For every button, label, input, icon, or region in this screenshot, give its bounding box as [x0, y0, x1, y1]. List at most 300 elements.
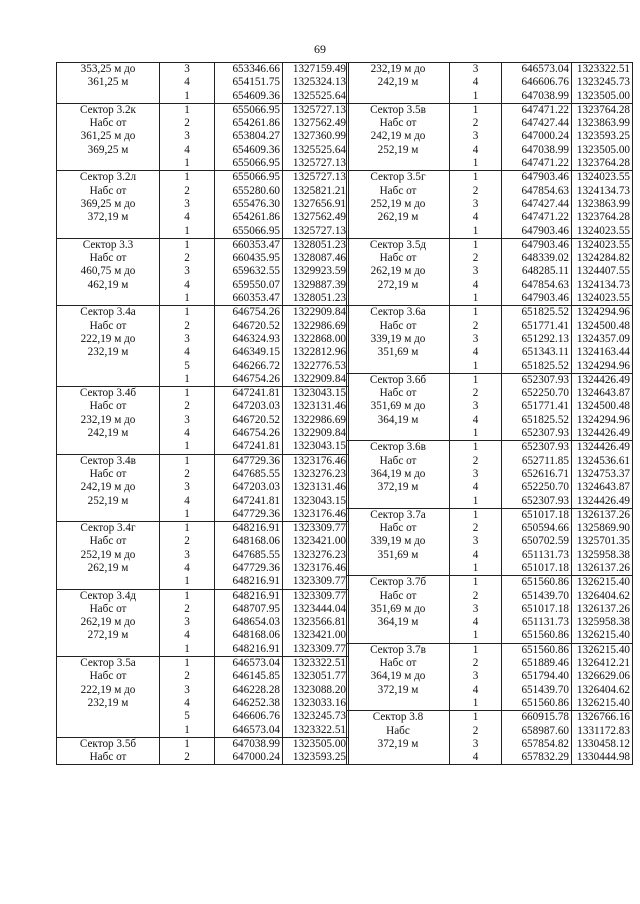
y-coordinate: 1323764.28 — [576, 103, 630, 116]
x-coordinate: 652250.70 — [521, 387, 569, 400]
sector-name-line: 364,19 м — [377, 616, 419, 629]
x-coordinate: 648168.06 — [232, 535, 280, 548]
x-coordinate: 647854.63 — [521, 278, 569, 291]
y-coordinate: 1323322.51 — [292, 723, 346, 736]
sector-name-line: 353,25 м до — [80, 63, 136, 75]
x-coordinate: 647471.22 — [521, 157, 569, 170]
point-number-cell — [450, 441, 502, 508]
sector-name-line: 262,19 м — [377, 211, 419, 224]
y-coordinate-cell — [572, 508, 633, 575]
x-coordinate-cell — [502, 576, 572, 643]
x-coordinate: 647685.55 — [232, 548, 280, 561]
y-coordinate: 1325727.13 — [292, 224, 346, 237]
x-coordinate: 647038.99 — [521, 143, 569, 156]
point-number: 1 — [472, 89, 479, 102]
x-coordinate: 646324.93 — [232, 332, 280, 345]
point-number-cell — [450, 576, 502, 643]
x-coordinate-cell — [215, 387, 283, 454]
point-number: 1 — [472, 696, 479, 709]
x-coordinate: 655066.95 — [232, 224, 280, 237]
point-number: 3 — [184, 265, 190, 278]
point-number: 1 — [472, 359, 479, 372]
point-number: 2 — [184, 602, 190, 615]
sector-name-line: 369,25 м — [87, 143, 129, 156]
y-coordinate: 1323322.51 — [292, 657, 346, 670]
y-coordinate-cell — [572, 171, 633, 238]
x-coordinate: 657854.82 — [521, 737, 569, 750]
x-coordinate: 652250.70 — [521, 481, 569, 494]
sector-name-line: Сектор 3.4г — [80, 522, 136, 535]
point-number: 3 — [472, 265, 479, 278]
y-coordinate: 1323505.00 — [292, 737, 346, 750]
point-number: 1 — [184, 157, 190, 170]
point-number: 3 — [184, 332, 190, 345]
y-coordinate: 1323863.99 — [576, 117, 630, 130]
point-number: 1 — [472, 629, 479, 642]
x-coordinate: 655066.95 — [232, 171, 280, 184]
y-coordinate-cell — [572, 441, 633, 508]
point-number: 3 — [472, 737, 479, 750]
x-coordinate: 651794.40 — [521, 670, 569, 683]
sector-name-line: Набс от — [89, 535, 127, 548]
y-coordinate: 1323245.73 — [292, 710, 346, 723]
point-number-cell — [160, 63, 215, 104]
y-coordinate: 1327562.49 — [292, 117, 346, 130]
point-number: 2 — [184, 319, 190, 332]
sector-name-line: 252,19 м — [377, 143, 419, 156]
sector-name-line: Набс от — [89, 602, 127, 615]
sector-name-cell — [57, 737, 160, 765]
point-number-cell — [450, 643, 502, 710]
sector-name-line: Сектор 3.4б — [79, 387, 137, 400]
y-coordinate: 1325727.13 — [292, 171, 346, 184]
sector-name-line: 339,19 м до — [370, 332, 426, 345]
point-number: 2 — [472, 589, 479, 602]
x-coordinate: 647000.24 — [232, 751, 280, 764]
sector-name-line: 252,19 м — [87, 494, 129, 507]
x-coordinate: 647854.63 — [521, 184, 569, 197]
point-number: 1 — [184, 171, 190, 184]
y-coordinate: 1322909.84 — [292, 372, 346, 385]
point-number: 1 — [184, 306, 190, 319]
x-coordinate: 646573.04 — [232, 657, 280, 670]
x-coordinate: 647241.81 — [232, 440, 280, 453]
y-coordinate: 1324536.61 — [576, 454, 630, 467]
y-coordinate: 1327562.49 — [292, 211, 346, 224]
y-coordinate: 1322986.69 — [292, 413, 346, 426]
y-coordinate: 1324426.49 — [576, 427, 630, 440]
x-coordinate: 651439.70 — [521, 683, 569, 696]
x-coordinate-cell — [215, 657, 283, 738]
y-coordinate: 1323593.25 — [576, 130, 630, 143]
sector-row — [347, 103, 633, 170]
sector-name-line: Набс от — [89, 184, 127, 197]
y-coordinate: 1324357.09 — [576, 332, 630, 345]
x-coordinate: 655066.95 — [232, 157, 280, 170]
sector-row — [347, 238, 633, 305]
x-coordinate: 660915.78 — [521, 711, 569, 724]
point-number: 1 — [184, 737, 190, 750]
point-number: 3 — [472, 197, 479, 210]
sector-name-line: 262,19 м — [87, 561, 129, 574]
point-number: 3 — [184, 616, 190, 629]
sector-name-line: 364,19 м до — [370, 467, 426, 480]
sector-name-cell — [347, 373, 450, 440]
point-number: 4 — [472, 413, 479, 426]
point-number: 4 — [472, 683, 479, 696]
point-number: 1 — [472, 508, 479, 521]
y-coordinate: 1326137.26 — [576, 508, 630, 521]
sector-name-line: 262,19 м до — [80, 616, 136, 629]
sector-name-cell — [347, 171, 450, 238]
sector-row — [57, 103, 349, 170]
sector-row — [57, 737, 349, 765]
sector-row — [57, 171, 349, 238]
sector-name-line: 372,19 м — [377, 683, 419, 696]
x-coordinate: 653804.27 — [232, 130, 280, 143]
point-number: 1 — [472, 292, 479, 305]
y-coordinate-cell — [283, 238, 349, 305]
y-coordinate: 1325821.21 — [292, 184, 346, 197]
y-coordinate: 1322909.84 — [292, 427, 346, 440]
point-number: 4 — [472, 481, 479, 494]
point-number: 3 — [472, 535, 479, 548]
y-coordinate: 1326137.26 — [576, 602, 630, 615]
y-coordinate-cell — [283, 387, 349, 454]
y-coordinate: 1323088.20 — [292, 683, 346, 696]
sector-name-line: Сектор 3.5г — [370, 171, 426, 184]
point-number: 1 — [472, 576, 479, 589]
x-coordinate-cell — [502, 643, 572, 710]
sector-name-line: 232,19 м до — [370, 63, 426, 75]
x-coordinate: 650702.59 — [521, 535, 569, 548]
x-coordinate: 646606.76 — [232, 710, 280, 723]
point-number: 4 — [184, 76, 190, 89]
x-coordinate: 651343.11 — [521, 346, 569, 359]
y-coordinate: 1323505.00 — [576, 89, 630, 102]
sector-name-line: 252,19 м до — [80, 548, 136, 561]
point-number-cell — [160, 589, 215, 656]
sector-row — [347, 508, 633, 575]
y-coordinate: 1330444.98 — [576, 751, 630, 764]
y-coordinate: 1323421.00 — [292, 629, 346, 642]
x-coordinate: 648168.06 — [232, 629, 280, 642]
sector-name-line: 351,69 м до — [370, 400, 426, 413]
sector-name-cell — [347, 238, 450, 305]
sector-name-cell — [57, 657, 160, 738]
sector-name-cell — [57, 454, 160, 521]
sector-name-line: Набс от — [89, 467, 127, 480]
point-number-cell — [160, 454, 215, 521]
y-coordinate-cell — [283, 657, 349, 738]
point-number: 1 — [184, 103, 190, 116]
sector-name-cell — [347, 643, 450, 710]
y-coordinate: 1326215.40 — [576, 696, 630, 709]
x-coordinate: 647729.36 — [232, 507, 280, 520]
y-coordinate-cell — [283, 454, 349, 521]
sector-name-line: 222,19 м до — [80, 332, 136, 345]
sector-name-line: 361,25 м до — [80, 130, 136, 143]
sector-name-line: Набс от — [379, 319, 417, 332]
x-coordinate: 647203.03 — [232, 400, 280, 413]
y-coordinate: 1322812.96 — [292, 346, 346, 359]
point-number: 3 — [184, 63, 190, 75]
y-coordinate: 1325701.35 — [576, 535, 630, 548]
y-coordinate: 1324500.48 — [576, 400, 630, 413]
x-coordinate: 651771.41 — [521, 400, 569, 413]
y-coordinate-cell — [572, 103, 633, 170]
x-coordinate: 651560.86 — [521, 696, 569, 709]
point-number: 3 — [184, 548, 190, 561]
y-coordinate: 1323309.77 — [292, 642, 346, 655]
sector-name-line: 351,69 м — [377, 346, 419, 359]
point-number: 4 — [472, 211, 479, 224]
point-number-cell — [160, 171, 215, 238]
x-coordinate-cell — [215, 63, 283, 104]
y-coordinate: 1324163.44 — [576, 346, 630, 359]
y-coordinate: 1327159.49 — [292, 63, 346, 75]
y-coordinate-cell — [283, 589, 349, 656]
point-number: 4 — [472, 346, 479, 359]
y-coordinate-cell — [572, 576, 633, 643]
y-coordinate: 1323051.77 — [292, 670, 346, 683]
x-coordinate: 650594.66 — [521, 522, 569, 535]
point-number: 1 — [472, 224, 479, 237]
x-coordinate: 653346.66 — [232, 63, 280, 75]
sector-name-line: Сектор 3.4а — [80, 306, 136, 319]
point-number: 2 — [184, 117, 190, 130]
sector-name-line: 364,19 м — [377, 413, 419, 426]
x-coordinate: 654609.36 — [232, 143, 280, 156]
y-coordinate: 1325958.38 — [576, 616, 630, 629]
sector-name-line: Сектор 3.6а — [370, 306, 426, 319]
point-number: 2 — [472, 657, 479, 670]
sector-name-line: 372,19 м — [377, 737, 419, 750]
sector-name-line: 462,19 м — [87, 278, 129, 291]
point-number: 4 — [184, 278, 190, 291]
sector-row — [57, 522, 349, 589]
sector-name-line: 222,19 м до — [80, 683, 136, 696]
point-number: 1 — [184, 522, 190, 535]
x-coordinate: 660435.95 — [232, 252, 280, 265]
point-number-cell — [160, 522, 215, 589]
point-number: 2 — [184, 400, 190, 413]
point-number: 2 — [184, 252, 190, 265]
y-coordinate: 1324753.37 — [576, 467, 630, 480]
point-number: 5 — [184, 710, 190, 723]
sector-row — [347, 711, 633, 765]
x-coordinate: 646754.26 — [232, 372, 280, 385]
sector-row — [347, 306, 633, 373]
y-coordinate: 1324284.82 — [576, 252, 630, 265]
y-coordinate: 1326629.06 — [576, 670, 630, 683]
point-number: 2 — [184, 751, 190, 764]
sector-row — [347, 171, 633, 238]
point-number-cell — [450, 711, 502, 765]
y-coordinate: 1322986.69 — [292, 319, 346, 332]
sector-name-line: Сектор 3.7а — [370, 508, 426, 521]
x-coordinate-cell — [502, 711, 572, 765]
point-number: 3 — [472, 63, 479, 75]
point-number: 3 — [472, 602, 479, 615]
y-coordinate: 1324426.49 — [576, 373, 630, 386]
sector-name-cell — [57, 171, 160, 238]
x-coordinate: 647038.99 — [521, 89, 569, 102]
point-number: 4 — [472, 751, 479, 764]
point-number-cell — [450, 373, 502, 440]
sector-name-cell — [347, 103, 450, 170]
sector-name-line: Сектор 3.7б — [369, 576, 427, 589]
point-number: 3 — [184, 130, 190, 143]
sector-name-line: 351,69 м — [377, 548, 419, 561]
point-number: 1 — [472, 238, 479, 251]
point-number: 4 — [184, 427, 190, 440]
y-coordinate: 1326137.26 — [576, 561, 630, 574]
x-coordinate-cell — [215, 522, 283, 589]
y-coordinate: 1322776.53 — [292, 359, 346, 372]
page-number: 69 — [314, 42, 326, 56]
sector-row — [57, 454, 349, 521]
sector-name-cell — [347, 63, 450, 104]
sector-name-line: Набс от — [379, 589, 417, 602]
y-coordinate: 1327360.99 — [292, 130, 346, 143]
x-coordinate: 654609.36 — [232, 89, 280, 102]
sector-name-line: 364,19 м до — [370, 670, 426, 683]
x-coordinate: 652307.93 — [521, 373, 569, 386]
point-number: 2 — [184, 535, 190, 548]
point-number: 1 — [472, 306, 479, 319]
y-coordinate: 1326215.40 — [576, 629, 630, 642]
sector-name-line: Набс от — [379, 252, 417, 265]
point-number: 4 — [472, 143, 479, 156]
point-number: 1 — [184, 238, 190, 251]
x-coordinate: 646720.52 — [232, 319, 280, 332]
x-coordinate: 657832.29 — [521, 751, 569, 764]
sector-name-line: Набс от — [89, 117, 127, 130]
y-coordinate: 1327656.91 — [292, 197, 346, 210]
sector-name-line: Набс от — [89, 400, 127, 413]
x-coordinate: 647241.81 — [232, 494, 280, 507]
x-coordinate-cell — [502, 441, 572, 508]
sector-row — [347, 441, 633, 508]
point-number: 1 — [472, 441, 479, 454]
y-coordinate: 1328051.23 — [292, 238, 346, 251]
x-coordinate: 647241.81 — [232, 387, 280, 400]
point-number: 2 — [472, 117, 479, 130]
point-number: 2 — [472, 319, 479, 332]
x-coordinate: 646266.72 — [232, 359, 280, 372]
point-number: 5 — [184, 359, 190, 372]
y-coordinate-cell — [572, 306, 633, 373]
point-number: 1 — [472, 711, 479, 724]
x-coordinate: 660353.47 — [232, 292, 280, 305]
x-coordinate: 647427.44 — [521, 117, 569, 130]
point-number: 3 — [472, 332, 479, 345]
x-coordinate-cell — [215, 454, 283, 521]
sector-name-cell — [57, 306, 160, 387]
point-number-cell — [160, 103, 215, 170]
x-coordinate: 654261.86 — [232, 117, 280, 130]
point-number: 1 — [184, 575, 190, 588]
y-coordinate-cell — [283, 737, 349, 765]
y-coordinate: 1323309.77 — [292, 522, 346, 535]
point-number-cell — [160, 657, 215, 738]
sector-name-cell — [347, 441, 450, 508]
x-coordinate: 660353.47 — [232, 238, 280, 251]
x-coordinate: 652307.93 — [521, 441, 569, 454]
y-coordinate-cell — [283, 171, 349, 238]
point-number-cell — [160, 306, 215, 387]
y-coordinate: 1323276.23 — [292, 548, 346, 561]
x-coordinate: 655280.60 — [232, 184, 280, 197]
y-coordinate: 1323033.16 — [292, 696, 346, 709]
y-coordinate: 1325869.90 — [576, 522, 630, 535]
sector-name-line: 242,19 м до — [80, 481, 136, 494]
sector-name-line: Сектор 3.4в — [80, 454, 136, 467]
x-coordinate: 647903.46 — [521, 224, 569, 237]
point-number-cell — [450, 63, 502, 104]
sector-name-line: Набс от — [89, 670, 127, 683]
x-coordinate: 651560.86 — [521, 576, 569, 589]
point-number: 4 — [472, 76, 479, 89]
sector-name-line: Набс от — [379, 387, 417, 400]
y-coordinate: 1324023.55 — [576, 171, 630, 184]
sector-name-cell — [57, 63, 160, 104]
sector-row — [57, 238, 349, 305]
x-coordinate: 659632.55 — [232, 265, 280, 278]
y-coordinate: 1325525.64 — [292, 143, 346, 156]
y-coordinate: 1323176.46 — [292, 507, 346, 520]
point-number-cell — [450, 171, 502, 238]
sector-name-line: Сектор 3.5д — [369, 238, 427, 251]
point-number: 1 — [184, 657, 190, 670]
x-coordinate: 658987.60 — [521, 724, 569, 737]
y-coordinate: 1326215.40 — [576, 576, 630, 589]
x-coordinate: 646228.28 — [232, 683, 280, 696]
point-number: 3 — [184, 413, 190, 426]
sector-name-line: Набс — [386, 724, 410, 737]
y-coordinate-cell — [283, 103, 349, 170]
sector-name-line: Набс от — [89, 319, 127, 332]
x-coordinate: 647903.46 — [521, 171, 569, 184]
sector-name-line: 252,19 м до — [370, 197, 426, 210]
x-coordinate: 651560.86 — [521, 643, 569, 656]
sector-name-line: 351,69 м до — [370, 602, 426, 615]
sector-name-cell — [57, 238, 160, 305]
sector-name-line: 242,19 м до — [370, 130, 426, 143]
y-coordinate: 1330458.12 — [576, 737, 630, 750]
sector-name-line: Сектор 3.4д — [79, 589, 137, 602]
coordinates-table-right — [346, 62, 633, 765]
x-coordinate: 659550.07 — [232, 278, 280, 291]
sector-row — [347, 576, 633, 643]
sector-row — [57, 387, 349, 454]
x-coordinate-cell — [502, 238, 572, 305]
x-coordinate: 647903.46 — [521, 292, 569, 305]
point-number: 4 — [184, 143, 190, 156]
sector-name-line: Набс от — [379, 117, 417, 130]
sector-name-line: 372,19 м — [87, 211, 129, 224]
y-coordinate: 1323245.73 — [576, 76, 630, 89]
sector-name-cell — [347, 508, 450, 575]
y-coordinate-cell — [283, 306, 349, 387]
y-coordinate: 1324294.96 — [576, 306, 630, 319]
point-number: 2 — [472, 522, 479, 535]
x-coordinate-cell — [215, 589, 283, 656]
y-coordinate: 1326404.62 — [576, 589, 630, 602]
x-coordinate: 647427.44 — [521, 197, 569, 210]
y-coordinate: 1323131.46 — [292, 481, 346, 494]
